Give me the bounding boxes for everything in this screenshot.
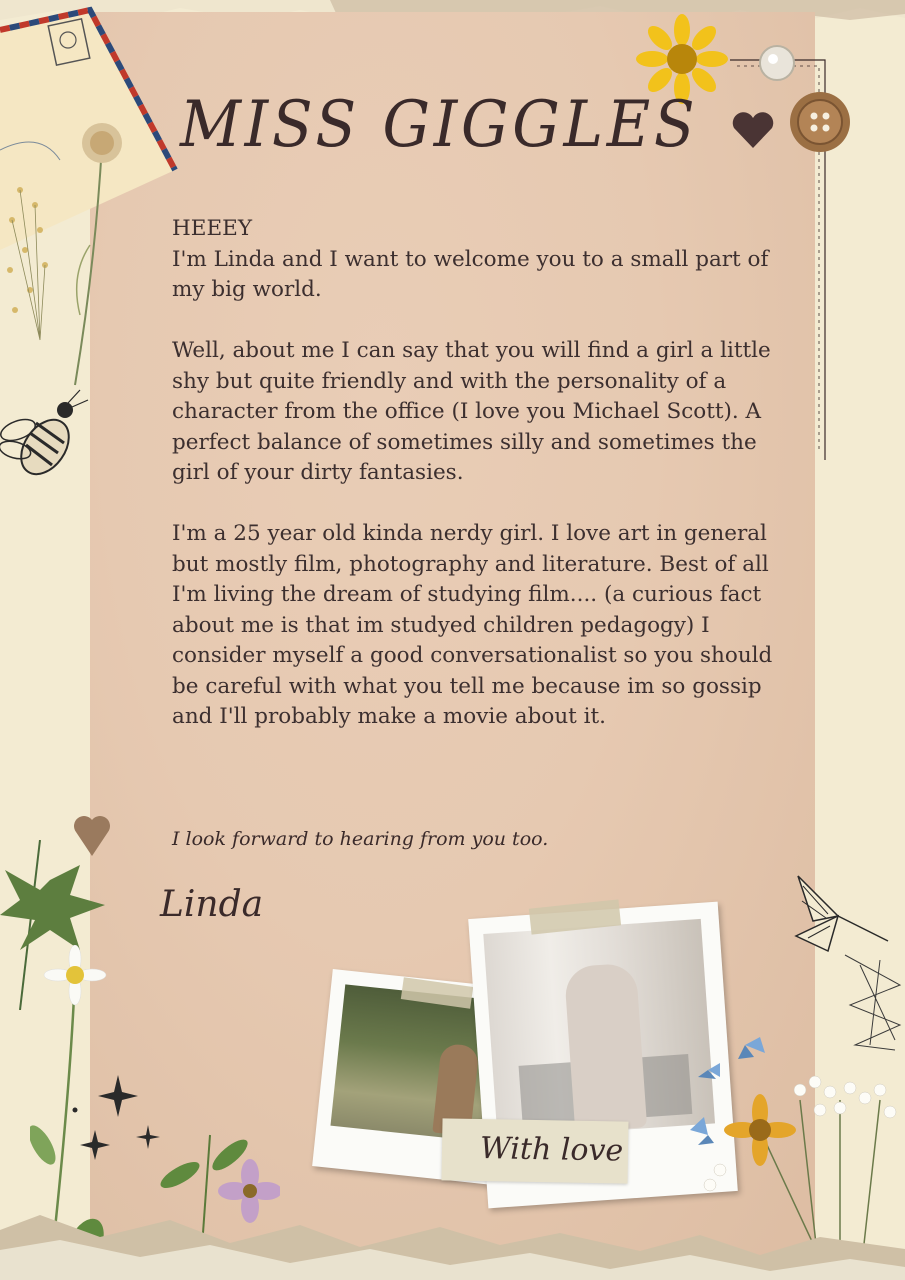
signature: Linda (160, 884, 264, 925)
torn-paper-bottom (0, 1185, 905, 1280)
heart-icon (730, 110, 776, 150)
greeting: HEEEY (172, 216, 253, 241)
wildflower-icon (0, 170, 80, 370)
page-title: MISS GIGGLES (180, 88, 699, 162)
button-icon (788, 90, 852, 154)
standing-figure (564, 962, 647, 1132)
sketch-scribble (840, 945, 905, 1055)
bee-icon (0, 385, 95, 495)
pin-icon (756, 42, 798, 84)
paragraph-interests: I'm a 25 year old kinda nerdy girl. I love art in general but mostly film, photography and literature. Best of all I'm living the dream of studying film.... (a curious fact about me is that im studyed children pedagogy) I consider myself a good conversationalist so you should be careful with what you tell me because im so gossip and I'll probably make a movie about it. (172, 521, 773, 729)
paragraph-intro: I'm Linda and I want to welcome you to a small part of my big world. (172, 246, 769, 302)
photo-caption-label (441, 1118, 628, 1183)
letter-body (172, 214, 782, 733)
closing-line: I look forward to hearing from you too. (172, 828, 549, 850)
paragraph-about: Well, about me I can say that you will find a girl a little shy but quite friendly and with the personality of a character from the office (I love you Michael Scott). A perfect balance of sometimes silly and sometimes the girl of your dirty fantasies. (172, 338, 771, 485)
photo-caption: With love (479, 1131, 624, 1169)
